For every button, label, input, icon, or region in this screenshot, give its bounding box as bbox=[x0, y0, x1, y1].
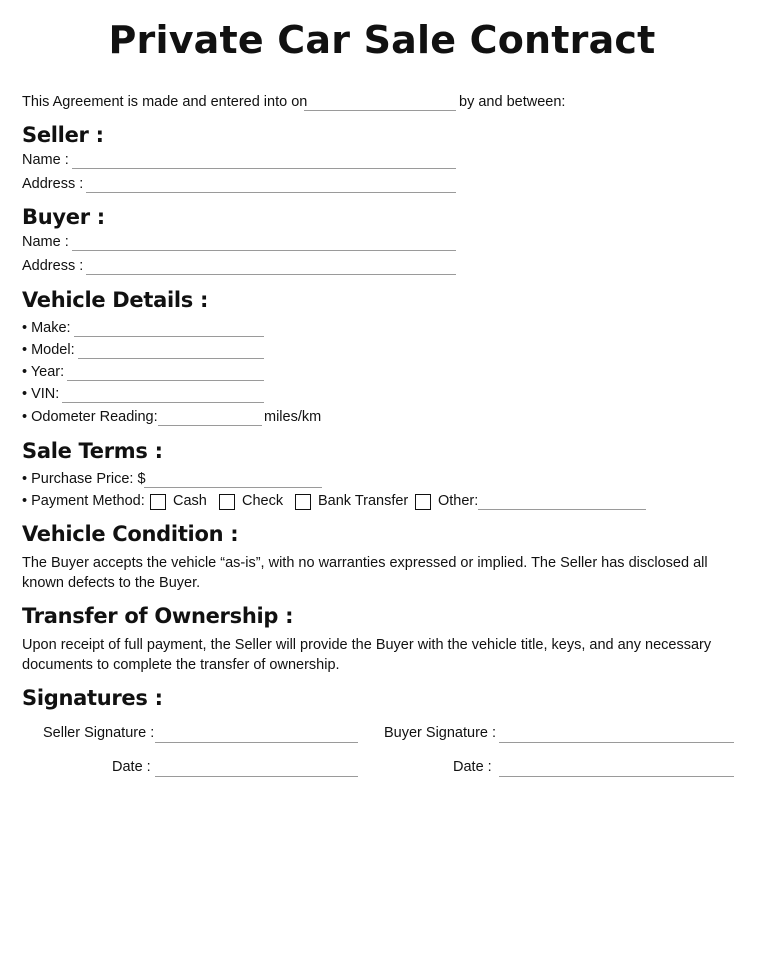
buyer-date-label: Date : bbox=[453, 759, 492, 775]
seller-signature-field[interactable] bbox=[155, 742, 358, 743]
odometer-field[interactable] bbox=[158, 425, 262, 426]
buyer-address-field[interactable] bbox=[86, 274, 456, 275]
transfer-ownership-heading: Transfer of Ownership : bbox=[22, 604, 294, 628]
intro-text-end: by and between: bbox=[459, 94, 566, 110]
purchase-price-label: • Purchase Price: $ bbox=[22, 471, 146, 487]
seller-date-label: Date : bbox=[112, 759, 151, 775]
other-label: Other: bbox=[438, 493, 479, 509]
transfer-ownership-text: Upon receipt of full payment, the Seller will provide the Buyer with the vehicle title, keys, and any necessary documents to complete the transfer of ownership. bbox=[22, 637, 712, 673]
sale-terms-heading: Sale Terms : bbox=[22, 439, 163, 463]
make-label: • Make: bbox=[22, 320, 71, 336]
seller-address-label: Address : bbox=[22, 176, 84, 192]
seller-name-field[interactable] bbox=[72, 168, 456, 169]
seller-heading: Seller : bbox=[22, 123, 104, 147]
year-field[interactable] bbox=[67, 380, 264, 381]
purchase-price-field[interactable] bbox=[144, 487, 322, 488]
vin-label: • VIN: bbox=[22, 386, 60, 402]
model-label: • Model: bbox=[22, 342, 75, 358]
vin-field[interactable] bbox=[62, 402, 264, 403]
odometer-label: • Odometer Reading: bbox=[22, 409, 158, 425]
other-payment-field[interactable] bbox=[478, 509, 646, 510]
payment-method-label: • Payment Method: bbox=[22, 493, 145, 509]
intro-text: This Agreement is made and entered into on bbox=[22, 94, 308, 110]
check-checkbox[interactable] bbox=[219, 494, 235, 510]
seller-signature-label: Seller Signature : bbox=[43, 725, 155, 741]
odometer-unit: miles/km bbox=[264, 409, 322, 425]
vehicle-condition-heading: Vehicle Condition : bbox=[22, 522, 239, 546]
model-field[interactable] bbox=[78, 358, 264, 359]
year-label: • Year: bbox=[22, 364, 65, 380]
seller-date-field[interactable] bbox=[155, 776, 358, 777]
bank-transfer-label: Bank Transfer bbox=[318, 493, 409, 509]
buyer-signature-label: Buyer Signature : bbox=[384, 725, 497, 741]
cash-label: Cash bbox=[173, 493, 207, 509]
check-label: Check bbox=[242, 493, 284, 509]
seller-name-label: Name : bbox=[22, 152, 69, 168]
buyer-date-field[interactable] bbox=[499, 776, 734, 777]
buyer-name-field[interactable] bbox=[72, 250, 456, 251]
buyer-address-label: Address : bbox=[22, 258, 84, 274]
vehicle-condition-text: The Buyer accepts the vehicle “as-is”, with no warranties expressed or implied. The Seller has disclosed all known defects to the Buyer. bbox=[22, 555, 708, 591]
agreement-date-field[interactable] bbox=[304, 110, 456, 111]
bank-transfer-checkbox[interactable] bbox=[295, 494, 311, 510]
other-checkbox[interactable] bbox=[415, 494, 431, 510]
buyer-name-label: Name : bbox=[22, 234, 69, 250]
signatures-heading: Signatures : bbox=[22, 686, 163, 710]
buyer-signature-field[interactable] bbox=[499, 742, 734, 743]
document-title: Private Car Sale Contract bbox=[108, 18, 656, 62]
make-field[interactable] bbox=[74, 336, 264, 337]
buyer-heading: Buyer : bbox=[22, 205, 105, 229]
vehicle-details-heading: Vehicle Details : bbox=[22, 288, 209, 312]
seller-address-field[interactable] bbox=[86, 192, 456, 193]
cash-checkbox[interactable] bbox=[150, 494, 166, 510]
